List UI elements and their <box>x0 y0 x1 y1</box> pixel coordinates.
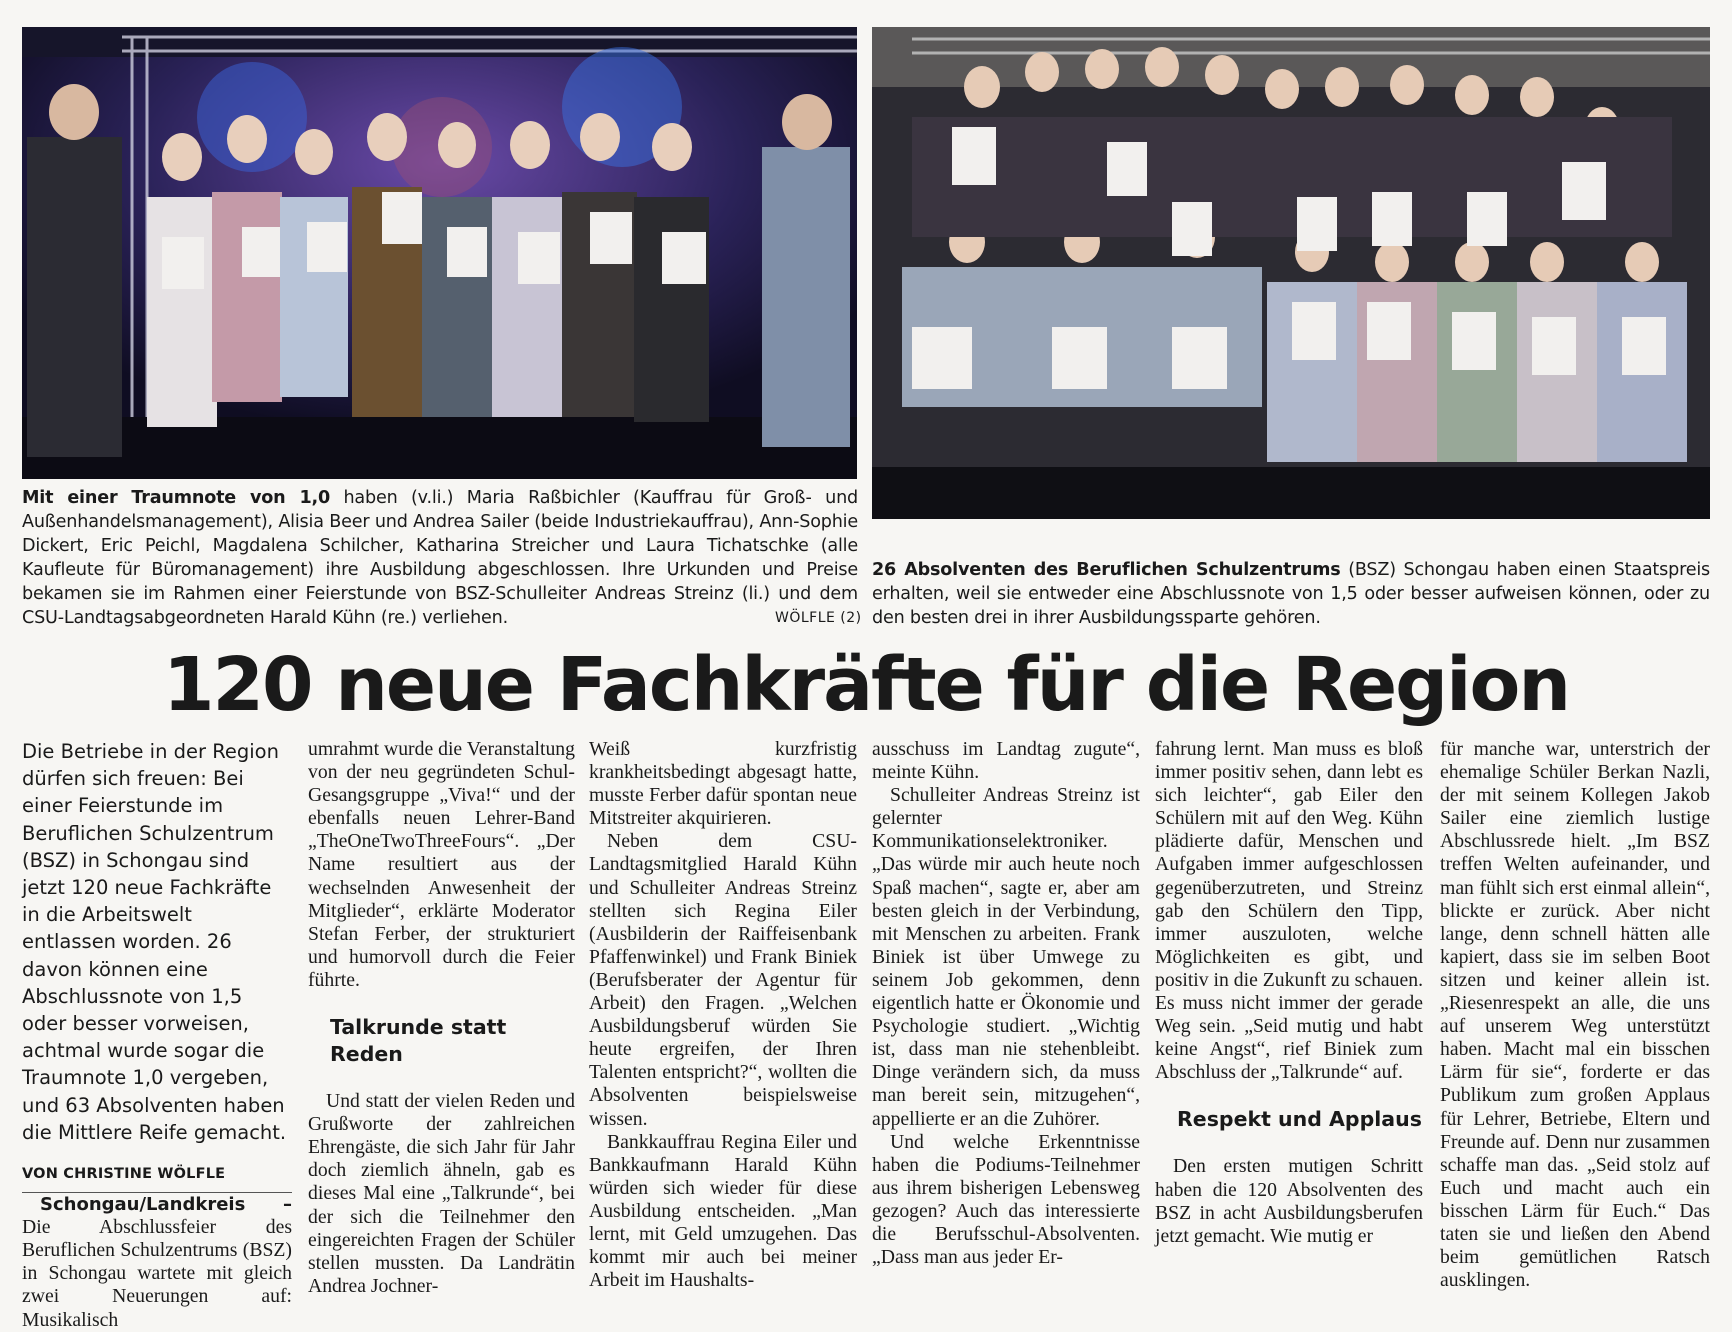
caption-lead-left: Mit einer Traumnote von 1,0 <box>22 488 331 508</box>
headline: 120 neue Fachkräfte für die Region <box>162 642 1570 728</box>
photo-left-caption <box>22 486 858 630</box>
intro-text: Die Betriebe in der Region dürfen sich freuen: Bei einer Feierstunde im Beruflichen Schulzentrum (BSZ) in Schongau sind jetzt 120 neue Fachkräfte in die Arbeitswelt entlassen worden. 26 davon können eine Abschlussnote von 1,5 oder besser vorweisen, achtmal wurde sogar die Traumnote 1,0 vergeben, und 63 Absolventen haben die Mittlere Reife gemacht. <box>22 740 287 1144</box>
caption-text-left: haben (v.li.) Maria Raßbichler (Kauffrau für Groß- und Außenhandelsmanagement), Alisia Beer und Andrea Sailer (beide Industriekauffrau), Ann-Sophie Dickert, Eric Peichl, Magdalena Schilcher, Katharina Streicher und Laura Tichatschke (alle Kaufleute für Büromanagement) ihre Ausbildung abgeschlossen. Ihre Urkunden und Preise bekamen sie im Rahmen einer Feierstunde von BSZ-Schulleiter Andreas Streinz (li.) und dem CSU-Landtagsabgeordneten Harald Kühn (re.) verliehen. <box>22 488 858 628</box>
caption-lead-right: 26 Absolventen des Beruflichen Schulzentrums <box>872 560 1341 580</box>
article-column-5 <box>1155 738 1423 1293</box>
article-column-6 <box>1440 738 1710 1293</box>
article-column-2 <box>308 738 575 1297</box>
article-column-4 <box>872 738 1140 1293</box>
photo-left <box>22 27 857 479</box>
paragraph: für manche war, unterstrich der ehemalige Schüler Berkan Nazli, der mit seinem Kollegen Jakob Sailer eine ziemlich lustige Abschlussrede hielt. „Im BSZ treffen Welten aufeinander, und man fühlt sich erst einmal allein“, blickte er zurück. Aber nicht lange, denn schnell hätten alle kapiert, dass sie im selben Boot sitzen und keiner allein ist. „Riesenrespekt an alle, die uns auf unserem Weg unterstützt haben. Macht mal ein bisschen Lärm für sie“, forderte er das Publikum zum großen Applaus für Lehrer, Betriebe, Eltern und Freunde auf. Denn nur zusammen schaffe man das. „Seid stolz auf Euch und macht auch ein bisschen Lärm für Euch.“ Das taten sie und ließen den Abend beim gemütlichen Ratsch ausklingen. <box>1440 738 1710 1292</box>
paragraph: fahrung lernt. Man muss es bloß immer positiv sehen, dann lebt es sich leichter“, gab Eiler den Schülern mit auf den Weg. Kühn plädierte dafür, Menschen und Aufgaben immer aufgeschlossen gegenüberzutreten, und Streinz gab den Schülern den Tipp, immer auszuloten, welche Möglichkeiten es gibt, und positiv in die Zukunft zu schauen. Es muss nicht immer der gerade Weg sein. „Seid mutig und habt keine Angst“, rief Biniek zum Abschluss der „Talkrunde“ auf. <box>1155 738 1423 1084</box>
article-column-1 <box>22 738 292 1331</box>
paragraph: umrahmt wurde die Veranstaltung von der neu gegründeten Schul-Gesangsgruppe „Viva!“ und der ebenfalls neuen Lehrer-Band „TheOneTwoThreeFours“. „Der Name resultiert aus der wechselnden Anwesenheit der Mitglieder“, erklärte Moderator Stefan Ferber, der strukturiert und humorvoll durch die Feier führte. <box>308 738 575 991</box>
photo-right-caption <box>872 558 1710 630</box>
paragraph: Schulleiter Andreas Streinz ist gelernter Kommunikationselektroniker. „Das würde mir auch heute noch Spaß machen“, sagte er, aber am besten gleich in der Verbindung, mit Menschen zu arbeiten. Frank Biniek ist über Umwege zu seinem Job gekommen, denn eigentlich hatte er Ökonomie und Psychologie studiert. „Wichtig ist, dass man nie stehenbleibt. Dinge verändern sich, da muss man bereit sein, mitzugehen“, appellierte er an die Zuhörer. <box>872 784 1140 1130</box>
subheading-respekt: Respekt und Applaus <box>1177 1107 1422 1132</box>
photo-credit: WÖLFLE (2) <box>775 610 862 626</box>
paragraph: Und statt der vielen Reden und Grußworte der zahlreichen Ehrengäste, die sich Jahr für Jahr doch ziemlich ähneln, gab es dieses Mal eine „Talkrunde“, bei der sich die Teilnehmer den eingereichten Fragen der Schüler stellen mussten. Da Landrätin Andrea Jochner- <box>308 1090 575 1297</box>
paragraph: Den ersten mutigen Schritt haben die 120 Absolventen des BSZ in acht Ausbildungsberufen jetzt gemacht. Wie mutig er <box>1155 1155 1423 1247</box>
paragraph: Weiß kurzfristig krankheitsbedingt abgesagt hatte, musste Ferber dafür spontan neue Mitstreiter akquirieren. <box>589 738 857 830</box>
byline: VON CHRISTINE WÖLFLE <box>22 1166 292 1193</box>
dateline-paragraph: Schongau/Landkreis – Die Abschlussfeier des Beruflichen Schulzentrums (BSZ) in Schongau wartete mit gleich zwei Neuerungen auf: Musikalisch <box>22 1194 292 1331</box>
subheading-talkrunde: Talkrunde statt Reden <box>330 1015 507 1067</box>
photo-right <box>872 27 1710 519</box>
paragraph: Neben dem CSU-Landtagsmitglied Harald Kühn und Schulleiter Andreas Streinz stellten sich Regina Eiler (Ausbilderin der Raiffeisenbank Pfaffenwinkel) und Frank Biniek (Berufsberater der Agentur für Arbeit) den Fragen. „Welchen Ausbildungsberuf würden Sie heute ergreifen, der Ihren Talenten entspricht?“, wollten die Absolventen beispielsweise wissen. <box>589 830 857 1130</box>
paragraph: Bankkauffrau Regina Eiler und Bankkaufmann Harald Kühn würden sich wieder für diese Ausbildung entscheiden. „Man lernt, mit Geld umzugehen. Das kommt mir auch bei meiner Arbeit im Haushalts- <box>589 1130 857 1292</box>
paragraph: ausschuss im Landtag zugute“, meinte Kühn. <box>872 738 1140 784</box>
caption-text-right: (BSZ) Schongau haben einen Staatspreis erhalten, weil sie entweder eine Abschlussnote von 1,5 oder besser aufweisen können, oder zu den besten drei in ihrer Ausbildungssparte gehören. <box>872 560 1710 628</box>
paragraph: Und welche Erkenntnisse haben die Podiums-Teilnehmer aus ihrem bisherigen Lebensweg gezogen? Auch das interessierte die Berufsschul-Absolventen. „Dass man aus jeder Er- <box>872 1130 1140 1269</box>
article-column-3 <box>589 738 857 1293</box>
dateline: Schongau/Landkreis – <box>40 1194 292 1216</box>
